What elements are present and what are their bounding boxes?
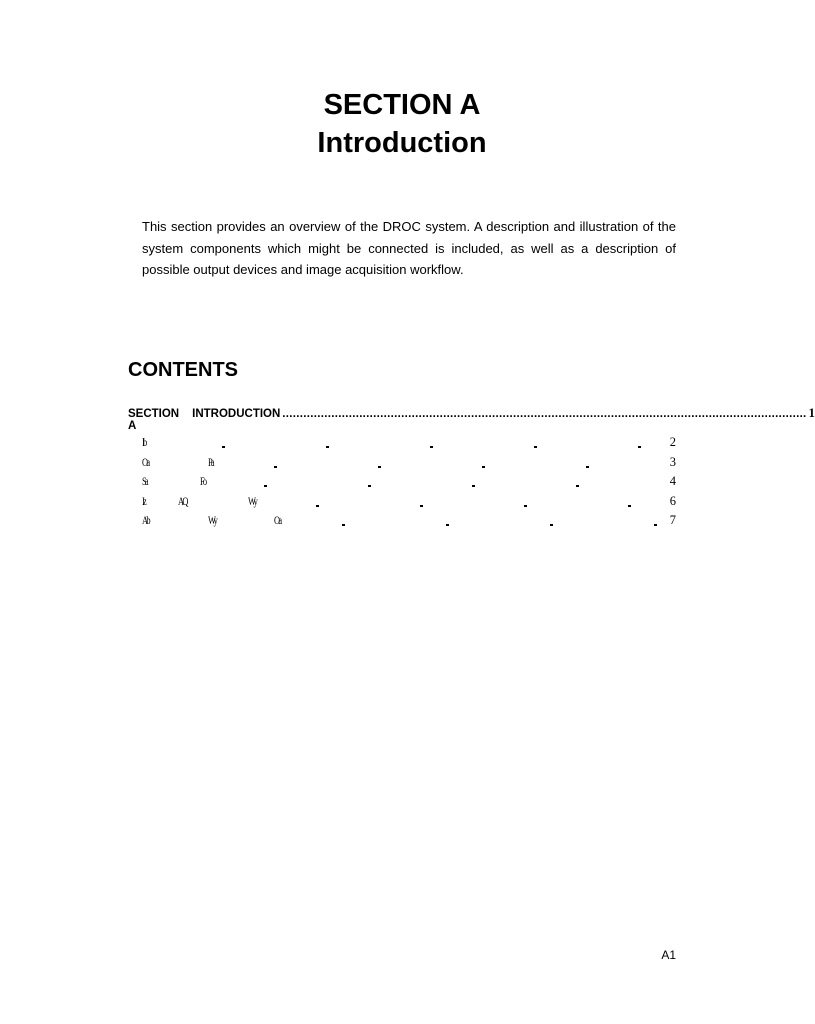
leader-dot: [550, 524, 553, 526]
leader-dot: [342, 524, 345, 526]
leader-dot: [420, 505, 423, 507]
leader-dot: [378, 466, 381, 468]
toc-entry-text: Ib: [142, 435, 146, 449]
toc-entry-page: 7: [669, 513, 676, 527]
toc-entry[interactable]: [142, 492, 676, 512]
toc-entry-page: 6: [669, 493, 676, 508]
section-subtitle: Introduction: [317, 127, 487, 159]
toc-entry[interactable]: [142, 453, 676, 473]
toc-main-code: SECTION A: [128, 408, 180, 432]
intro-paragraph: This section provides an overview of the DROC system. A description and illustration of the system components which might be connected is included, as well as a description of possible output devices and image acquisition workflow.: [142, 219, 676, 277]
leader-dot: [654, 524, 657, 526]
leader-dot: [586, 466, 589, 468]
toc-list: [142, 433, 676, 531]
leader-dot: [576, 485, 579, 487]
toc-entry-text: Oa: [274, 513, 281, 527]
leader-dot: [274, 466, 277, 468]
toc-entry-page: 3: [669, 454, 676, 469]
contents-heading: CONTENTS: [128, 359, 238, 381]
leader-dot: [638, 446, 641, 448]
toc-entry[interactable]: [142, 472, 676, 492]
toc-entry-text: Wy: [208, 513, 217, 527]
leader-dot: [628, 505, 631, 507]
toc-entry-text: Fo: [200, 474, 206, 488]
toc-entry[interactable]: [142, 433, 676, 453]
toc-entry-text: Oa: [142, 454, 149, 469]
toc-entry-text: Sa: [142, 474, 147, 488]
toc-entry-text: Pa: [208, 454, 213, 469]
leader-dot: [446, 524, 449, 526]
leader-dot: [326, 446, 329, 448]
toc-main-entry[interactable]: [128, 406, 815, 432]
toc-entry-page: 4: [669, 474, 676, 488]
toc-entry[interactable]: [142, 511, 676, 531]
leader-dot: [222, 446, 225, 448]
toc-entry-text: Wy: [248, 493, 257, 508]
leader-dot: [316, 505, 319, 507]
toc-main-name: INTRODUCTION: [192, 408, 281, 420]
leader-dot: [430, 446, 433, 448]
page-number: A1: [661, 948, 676, 962]
section-title: SECTION A: [323, 89, 481, 121]
leader-dot: [534, 446, 537, 448]
toc-entry-text: AQ: [178, 493, 187, 508]
toc-main-page: 1: [808, 406, 815, 420]
leader-dot: [264, 485, 267, 487]
leader-dot: [524, 505, 527, 507]
leader-dot: [368, 485, 371, 487]
toc-entry-text: Ab: [142, 513, 149, 527]
leader-dot: [472, 485, 475, 487]
toc-main-leader: ......................................................................................................................................................: [282, 408, 807, 420]
toc-entry-page: 2: [669, 435, 676, 449]
toc-entry-text: Iz: [142, 493, 146, 508]
leader-dot: [482, 466, 485, 468]
